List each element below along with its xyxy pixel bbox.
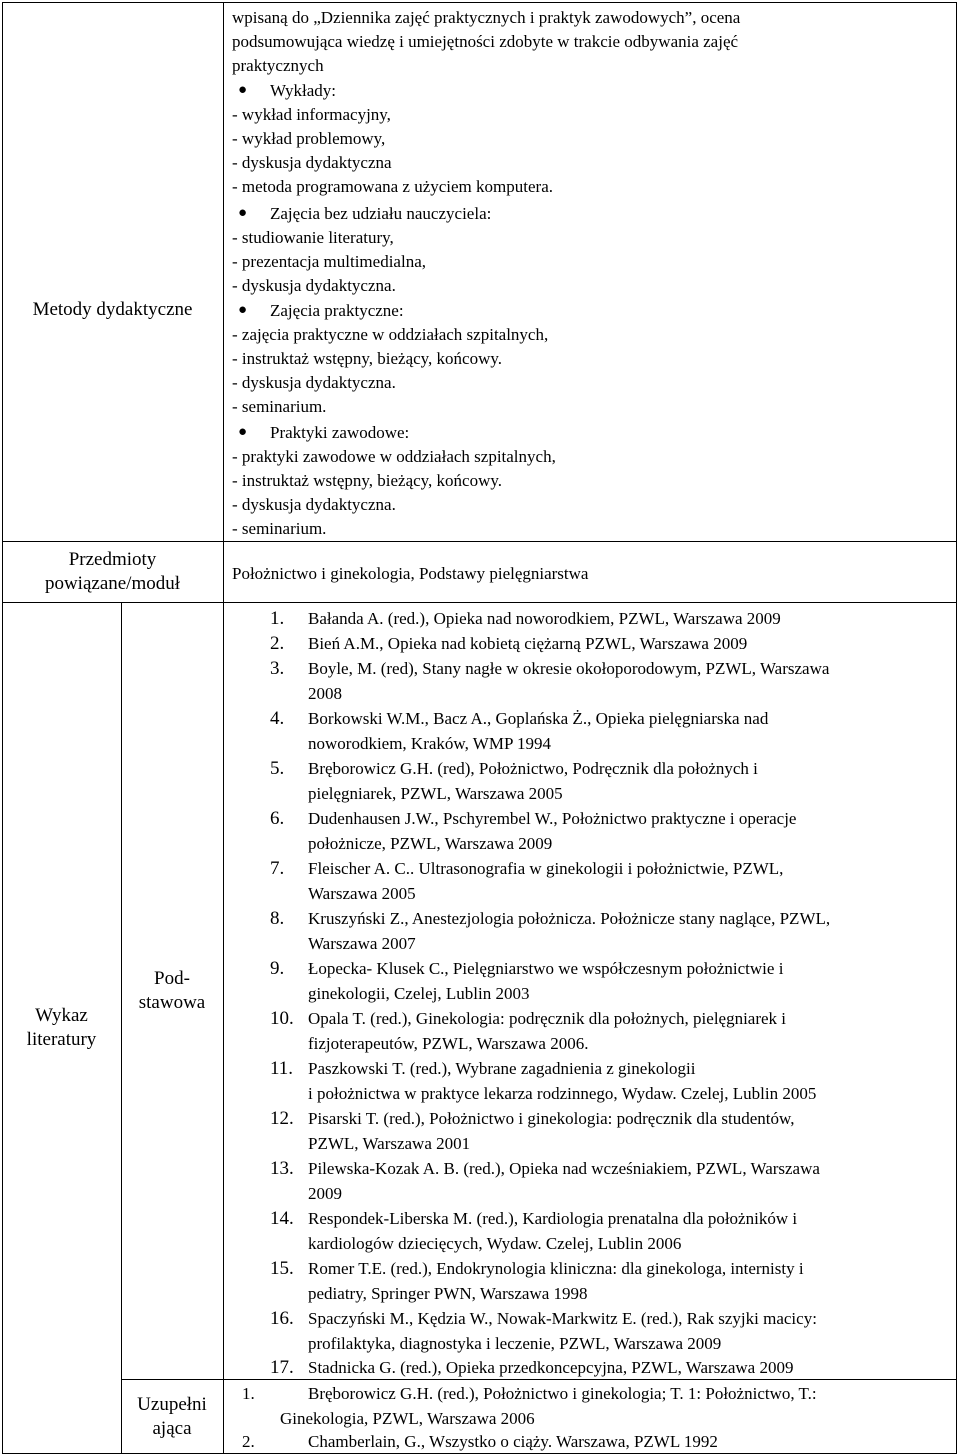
supplementary-literature-label-line2: ająca (152, 1418, 192, 1439)
basic-literature-entry (308, 1057, 816, 1106)
supplementary-literature-line: Chamberlain, G., Wszystko o ciąży. Warszawa, PZWL 1992 (308, 1432, 718, 1451)
basic-literature-line: Bałanda A. (red.), Opieka nad noworodkiem, PZWL, Warszawa 2009 (308, 609, 781, 628)
basic-literature-entry (308, 657, 829, 706)
basic-literature-entry (308, 757, 758, 806)
basic-literature-line: Pisarski T. (red.), Położnictwo i ginekologia: podręcznik dla studentów, (308, 1109, 795, 1128)
basic-literature-entry (308, 957, 783, 1006)
bullet-icon: ● (238, 302, 248, 318)
method-item: - wykład problemowy, (232, 129, 386, 148)
method-item: - instruktaż wstępny, bieżący, końcowy. (232, 471, 503, 490)
basic-literature-number: 2. (270, 633, 285, 654)
basic-literature-number: 5. (270, 758, 285, 779)
basic-literature-line: Borkowski W.M., Bacz A., Goplańska Ż., Opieka pielęgniarska nad (308, 709, 769, 728)
methods-label-text: Metody dydaktyczne (32, 299, 193, 320)
basic-literature-line: 2008 (308, 683, 342, 703)
bullet-icon: ● (238, 424, 248, 440)
basic-literature-line: ginekologii, Czelej, Lublin 2003 (308, 983, 530, 1003)
basic-literature-line: Opala T. (red.), Ginekologia: podręcznik dla położnych, pielęgniarek i (308, 1009, 787, 1028)
method-item: - seminarium. (232, 519, 327, 538)
basic-literature-number: 4. (270, 708, 285, 729)
basic-literature-line: profilaktyka, diagnostyka i leczenie, PZWL, Warszawa 2009 (308, 1333, 722, 1353)
basic-literature-line: Boyle, M. (red), Stany nagłe w okresie okołoporodowym, PZWL, Warszawa (308, 659, 830, 678)
basic-literature-line: Warszawa 2007 (308, 933, 416, 953)
intro-line: podsumowująca wiedzę i umiejętności zdobyte w trakcie odbywania zajęć (232, 32, 739, 51)
basic-literature-number: 15. (270, 1258, 294, 1279)
supplementary-literature-line: Ginekologia, PZWL, Warszawa 2006 (280, 1408, 535, 1428)
basic-literature-number: 10. (270, 1008, 294, 1029)
basic-literature-entry (308, 1157, 820, 1206)
basic-literature-number: 8. (270, 908, 285, 929)
basic-literature-line: położnicze, PZWL, Warszawa 2009 (308, 833, 553, 853)
method-item: - seminarium. (232, 397, 327, 416)
method-item: - studiowanie literatury, (232, 228, 394, 247)
basic-literature-line: i położnictwa w praktyce lekarza rodzinnego, Wydaw. Czelej, Lublin 2005 (308, 1083, 817, 1103)
supplementary-literature-label-line1: Uzupełni (137, 1394, 207, 1415)
row-divider-methods (2, 541, 957, 542)
method-item: - prezentacja multimedialna, (232, 252, 426, 271)
related-subjects-label-line1: Przedmioty (68, 549, 157, 570)
row-divider-related (2, 602, 957, 603)
basic-literature-number: 7. (270, 858, 285, 879)
basic-literature-line: Kruszyński Z., Anestezjologia położnicza. Położnicze stany naglące, PZWL, (308, 909, 831, 928)
basic-literature-line: Romer T.E. (red.), Endokrynologia kliniczna: dla ginekologa, internisty i (308, 1259, 804, 1278)
basic-literature-line: Dudenhausen J.W., Pschyrembel W., Położnictwo praktyczne i operacje (308, 809, 797, 828)
basic-literature-line: Fleischer A. C.. Ultrasonografia w ginekologii i położnictwie, PZWL, (308, 859, 784, 878)
method-item: - dyskusja dydaktyczna (232, 153, 392, 172)
method-heading: Zajęcia bez udziału nauczyciela: (270, 204, 492, 223)
basic-literature-number: 16. (270, 1308, 294, 1329)
subcolumn-divider (121, 602, 122, 1454)
course-syllabus-table (2, 2, 957, 1454)
basic-literature-number: 11. (270, 1058, 294, 1079)
method-heading: Wykłady: (270, 81, 337, 100)
supplementary-literature-number: 2. (242, 1432, 255, 1451)
basic-literature-number: 1. (270, 608, 285, 629)
basic-literature-line: fizjoterapeutów, PZWL, Warszawa 2006. (308, 1033, 589, 1053)
basic-literature-number: 13. (270, 1158, 294, 1179)
basic-literature-line: Bień A.M., Opieka nad kobietą ciężarną PZWL, Warszawa 2009 (308, 634, 748, 653)
supplementary-literature-number: 1. (242, 1384, 255, 1403)
basic-literature-label (121, 967, 223, 1015)
basic-literature-entry (308, 607, 781, 632)
basic-literature-line: Warszawa 2005 (308, 883, 416, 903)
basic-literature-line: noworodkiem, Kraków, WMP 1994 (308, 733, 552, 753)
methods-label (2, 298, 223, 322)
basic-literature-number: 6. (270, 808, 285, 829)
method-item: - dyskusja dydaktyczna. (232, 373, 396, 392)
method-item: - praktyki zawodowe w oddziałach szpitalnych, (232, 447, 556, 466)
basic-literature-number: 12. (270, 1108, 294, 1129)
basic-literature-line: pielęgniarek, PZWL, Warszawa 2005 (308, 783, 563, 803)
basic-literature-entry (308, 807, 796, 856)
basic-literature-label-line2: stawowa (138, 992, 206, 1013)
basic-literature-line: Łopecka- Klusek C., Pielęgniarstwo we współczesnym położnictwie i (308, 959, 784, 978)
basic-literature-line: Stadnicka G. (red.), Opieka przedkoncepcyjna, PZWL, Warszawa 2009 (308, 1358, 794, 1377)
literature-label-line1: Wykaz (35, 1005, 88, 1026)
intro-line: wpisaną do „Dziennika zajęć praktycznych i praktyk zawodowych”, ocena (232, 8, 741, 27)
method-heading: Praktyki zawodowe: (270, 423, 410, 442)
basic-literature-entry (308, 1107, 794, 1156)
basic-literature-number: 14. (270, 1208, 294, 1229)
related-subjects-label (2, 548, 223, 596)
basic-literature-entry (308, 1007, 786, 1056)
basic-literature-entry (308, 707, 768, 756)
method-heading: Zajęcia praktyczne: (270, 301, 404, 320)
basic-literature-number: 17. (270, 1357, 294, 1378)
basic-literature-number: 3. (270, 658, 285, 679)
bullet-icon: ● (238, 82, 248, 98)
column-divider (223, 2, 224, 1454)
supplementary-literature-line: Bręborowicz G.H. (red.), Położnictwo i ginekologia; T. 1: Położnictwo, T.: (308, 1384, 817, 1403)
basic-literature-line: Respondek-Liberska M. (red.), Kardiologia prenatalna dla położników i (308, 1209, 798, 1228)
method-item: - metoda programowana z użyciem komputera. (232, 177, 553, 196)
method-item: - zajęcia praktyczne w oddziałach szpitalnych, (232, 325, 549, 344)
bullet-icon: ● (238, 205, 248, 221)
table-border-right (956, 2, 957, 1454)
related-subjects-label-line2: powiązane/moduł (44, 573, 181, 594)
basic-literature-number: 9. (270, 958, 285, 979)
related-subjects-value: Położnictwo i ginekologia, Podstawy pielęgniarstwa (232, 564, 589, 583)
basic-literature-entry (308, 1257, 804, 1306)
basic-literature-line: Spaczyński M., Kędzia W., Nowak-Markwitz E. (red.), Rak szyjki macicy: (308, 1309, 817, 1328)
supplementary-literature-entry (280, 1382, 817, 1431)
literature-label-line2: literatury (26, 1029, 97, 1050)
intro-line: praktycznych (232, 56, 324, 75)
basic-literature-line: kardiologów dziecięcych, Wydaw. Czelej, Lublin 2006 (308, 1233, 682, 1253)
supplementary-literature-label (121, 1393, 223, 1441)
basic-literature-line: Pilewska-Kozak A. B. (red.), Opieka nad wcześniakiem, PZWL, Warszawa (308, 1159, 820, 1178)
supplementary-literature-entry (308, 1430, 718, 1455)
method-item: - wykład informacyjny, (232, 105, 391, 124)
method-item: - instruktaż wstępny, bieżący, końcowy. (232, 349, 503, 368)
basic-literature-label-line1: Pod- (154, 968, 190, 989)
basic-literature-entry (308, 632, 747, 657)
basic-literature-line: Bręborowicz G.H. (red), Położnictwo, Podręcznik dla położnych i (308, 759, 758, 778)
method-item: - dyskusja dydaktyczna. (232, 276, 396, 295)
method-item: - dyskusja dydaktyczna. (232, 495, 396, 514)
table-border-left (2, 2, 3, 1454)
literature-label (2, 1004, 121, 1052)
basic-literature-entry (308, 1207, 797, 1256)
basic-literature-line: Paszkowski T. (red.), Wybrane zagadnienia z ginekologii (308, 1059, 696, 1078)
basic-literature-entry (308, 1307, 817, 1356)
basic-literature-entry (308, 857, 783, 906)
basic-literature-line: 2009 (308, 1183, 342, 1203)
table-border-top (2, 2, 957, 3)
basic-literature-entry (308, 1356, 793, 1381)
basic-literature-entry (308, 907, 830, 956)
basic-literature-line: pediatry, Springer PWN, Warszawa 1998 (308, 1283, 588, 1303)
basic-literature-line: PZWL, Warszawa 2001 (308, 1133, 471, 1153)
